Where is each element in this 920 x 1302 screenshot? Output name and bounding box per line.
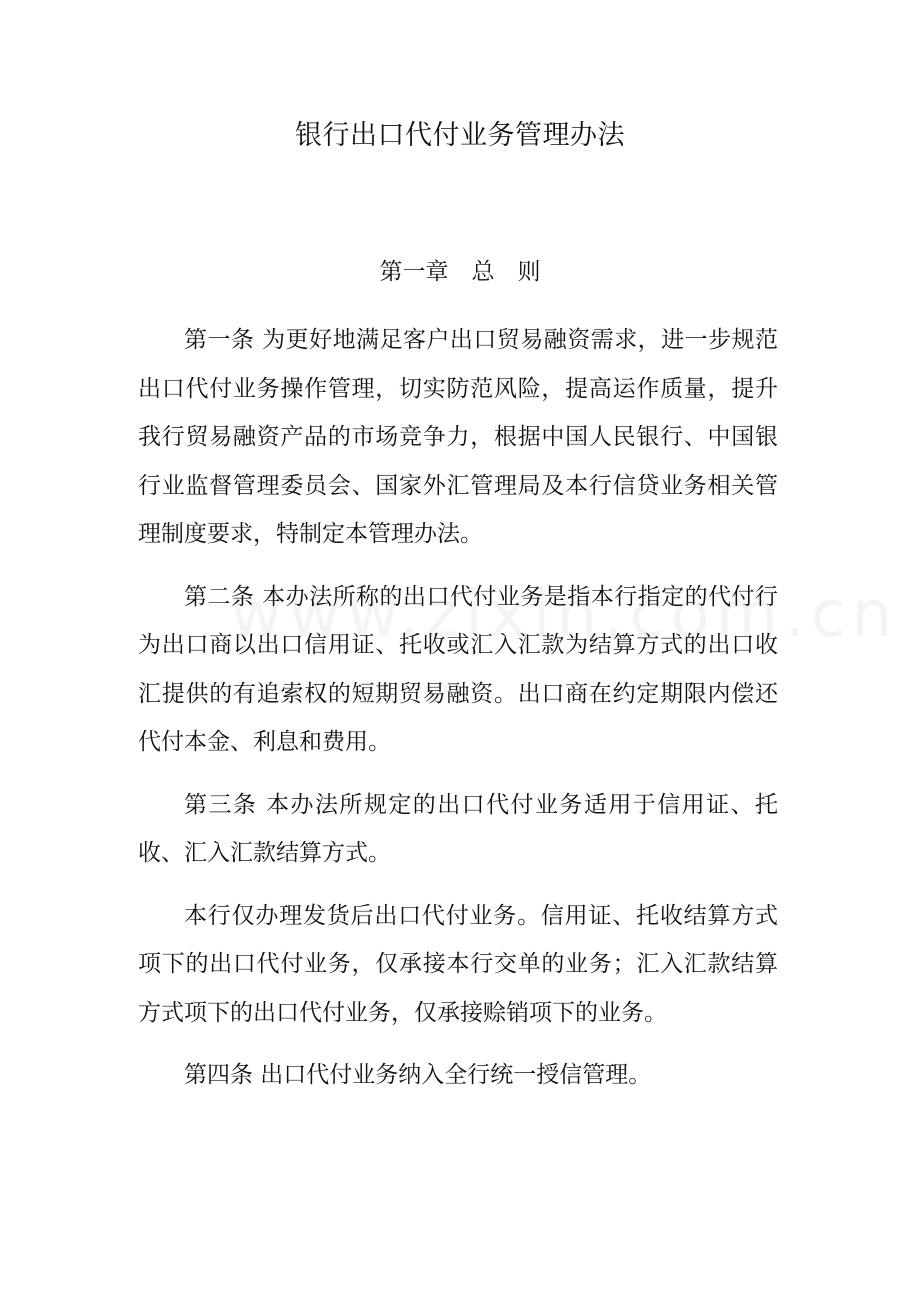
article-2-paragraph: 第二条 本办法所称的出口代付业务是指本行指定的代付行为出口商以出口信用证、托收或汇入汇款为结算方式的出口收汇提供的有追索权的短期贸易融资。出口商在约定期限内偿还代付本金、利息和费用。 (138, 583, 778, 755)
article-4-paragraph: 第四条 出口代付业务纳入全行统一授信管理。 (184, 1062, 652, 1088)
article-3-paragraph: 第三条 本办法所规定的出口代付业务适用于信用证、托收、汇入汇款结算方式。 (138, 791, 778, 866)
article-3-continuation-paragraph: 本行仅办理发货后出口代付业务。信用证、托收结算方式项下的出口代付业务，仅承接本行交单的业务；汇入汇款结算方式项下的出口代付业务，仅承接赊销项下的业务。 (138, 902, 778, 1026)
document-body (138, 316, 778, 1100)
article-1-paragraph: 第一条 为更好地满足客户出口贸易融资需求，进一步规范出口代付业务操作管理，切实防范风险，提高运作质量，提升我行贸易融资产品的市场竞争力，根据中国人民银行、中国银行业监督管理委员会、国家外汇管理局及本行信贷业务相关管理制度要求，特制定本管理办法。 (138, 327, 778, 547)
document-title: 银行出口代付业务管理办法 (295, 120, 625, 151)
chapter-heading: 第一章 总 则 (379, 259, 541, 285)
